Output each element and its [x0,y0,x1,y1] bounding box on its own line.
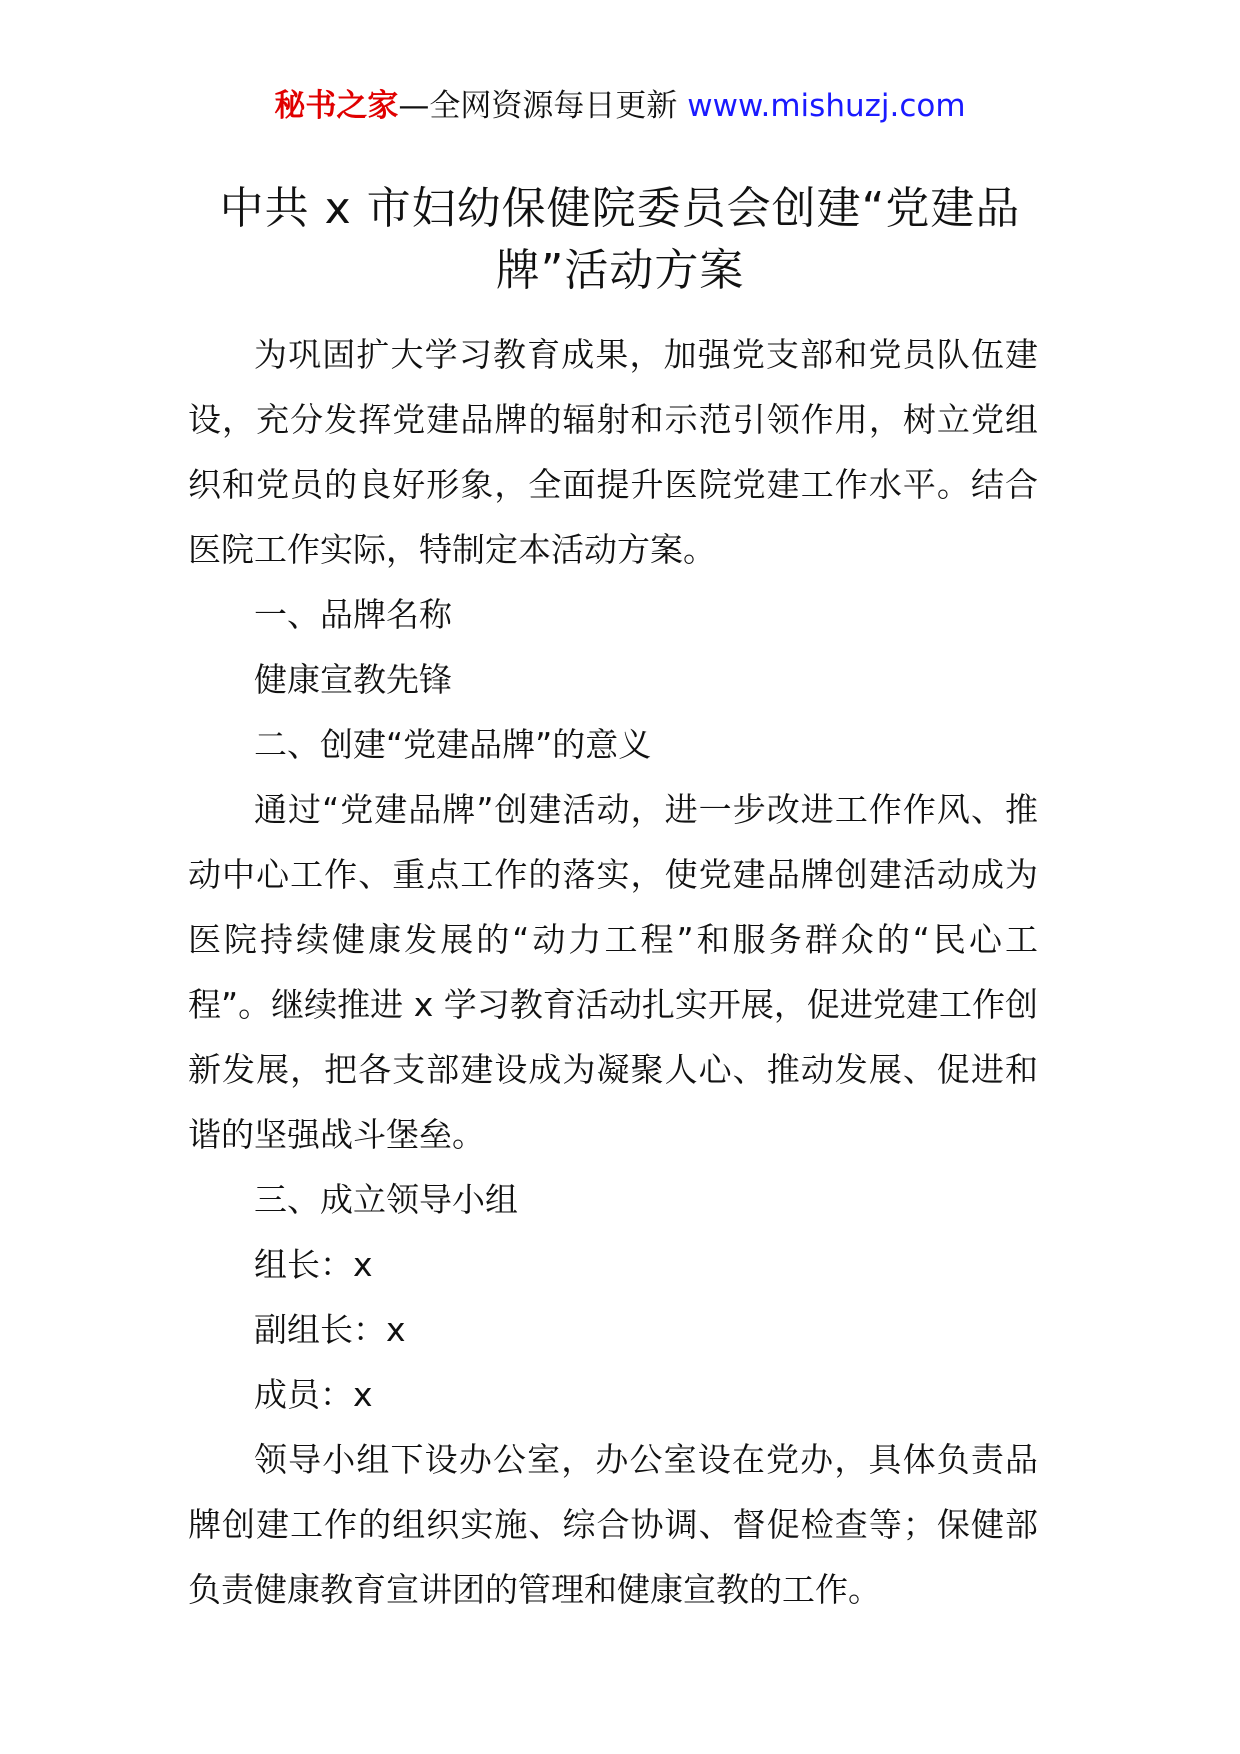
site-header [0,84,1240,128]
intro-paragraph: 为巩固扩大学习教育成果，加强党支部和党员队伍建设，充分发挥党建品牌的辐射和示范引领作用，树立党组织和党员的良好形象，全面提升医院党建工作水平。结合医院工作实际，特制定本活动方案。 [188,335,1038,569]
deputy-leader-line: 副组长：x [254,1310,406,1349]
site-brand: 秘书之家 [274,88,399,124]
leader-line: 组长：x [254,1245,373,1284]
significance-paragraph: 通过“党建品牌”创建活动，进一步改进工作作风、推动中心工作、重点工作的落实，使党建品牌创建活动成为医院持续健康发展的“动力工程”和服务群众的“民心工程”。继续推进 x 学习教育活动扎实开展，促进党建工作创新发展，把各支部建设成为凝聚人心、推动发展、促进和谐的坚强战斗堡垒。 [188,790,1038,1154]
members-line: 成员：x [254,1375,373,1414]
office-paragraph: 领导小组下设办公室，办公室设在党办，具体负责品牌创建工作的组织实施、综合协调、督促检查等；保健部负责健康教育宣讲团的管理和健康宣教的工作。 [188,1440,1038,1609]
section-heading-significance: 二、创建“党建品牌”的意义 [254,725,652,764]
section-heading-leadership: 三、成立领导小组 [254,1180,518,1219]
brand-name-text: 健康宣教先锋 [254,660,452,699]
document-body [188,322,1038,1622]
site-url: www.mishuzj.com [687,88,966,124]
document-title: 中共 x 市妇幼保健院委员会创建“党建品牌”活动方案 [219,183,1021,296]
site-tagline: —全网资源每日更新 [398,88,688,124]
section-heading-brand-name: 一、品牌名称 [254,595,452,634]
